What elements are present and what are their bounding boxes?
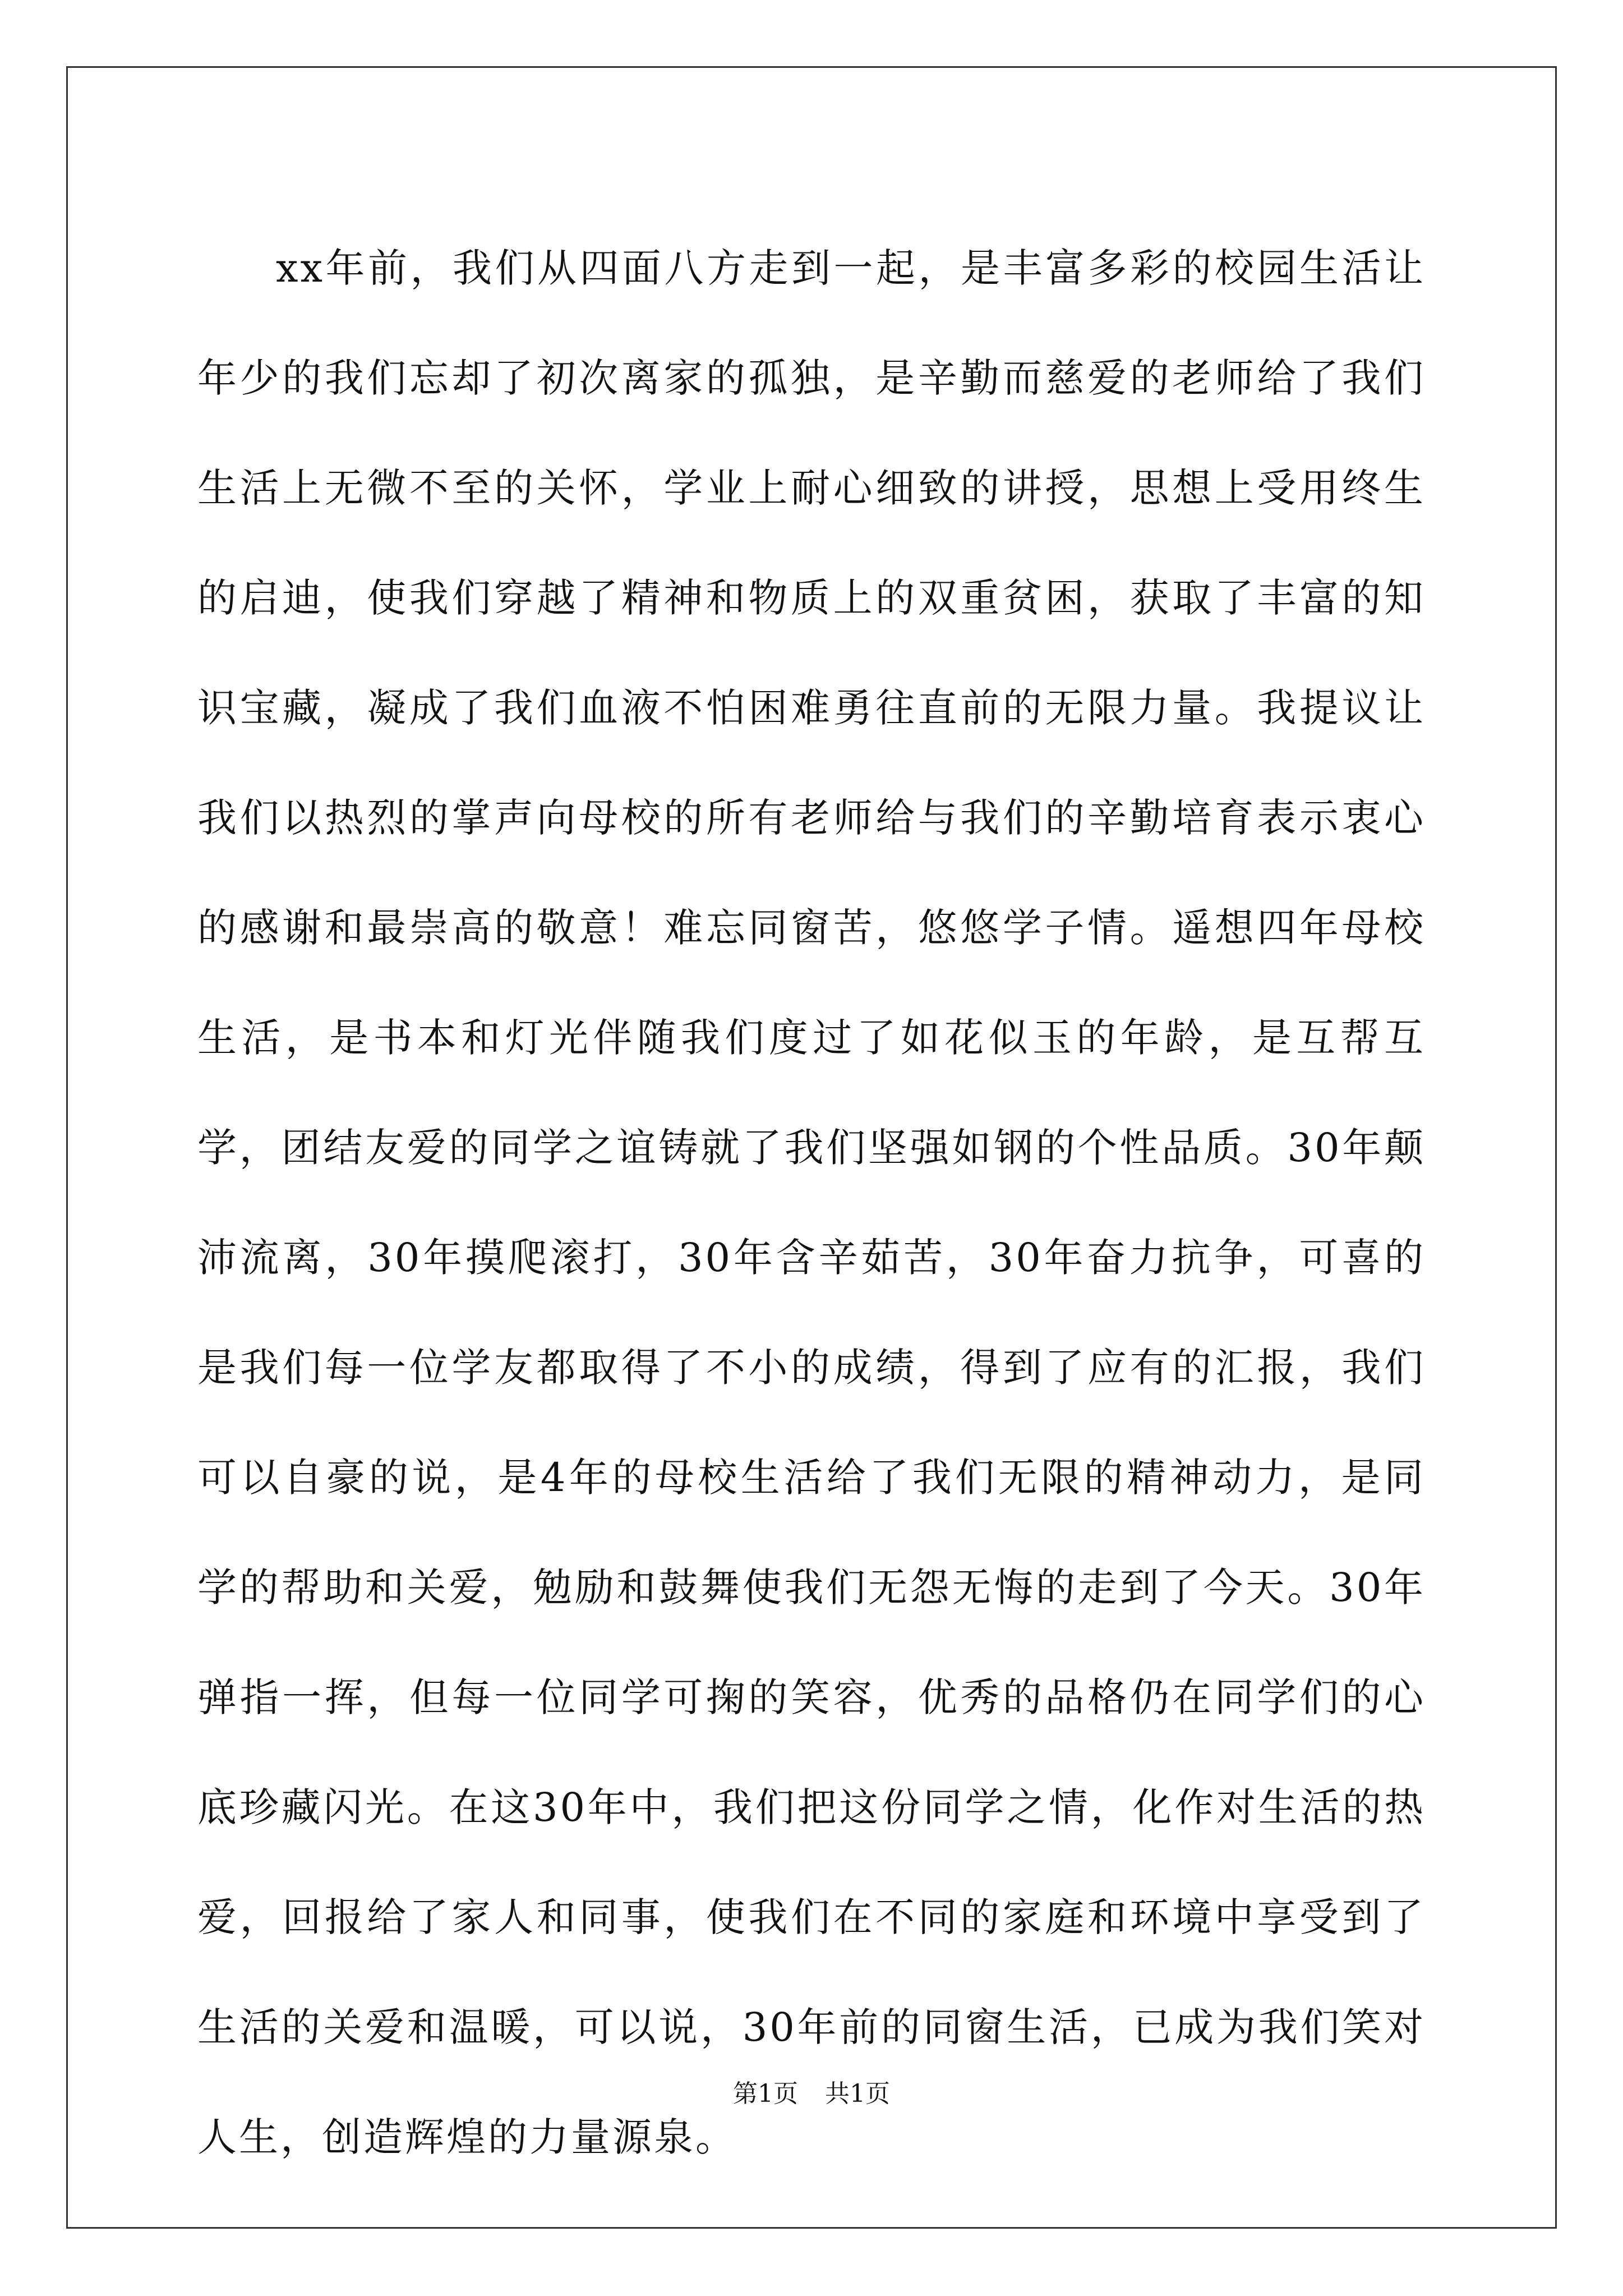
body-paragraph: xx年前，我们从四面八方走到一起，是丰富多彩的校园生活让年少的我们忘却了初次离家的孤独，是辛勤而慈爱的老师给了我们生活上无微不至的关怀，学业上耐心细致的讲授，思想上受用终生的启迪，使我们穿越了精神和物质上的双重贫困，获取了丰富的知识宝藏，凝成了我们血液不怕困难勇往直前的无限力量。我提议让我们以热烈的掌声向母校的所有老师给与我们的辛勤培育表示衷心的感谢和最崇高的敬意！难忘同窗苦，悠悠学子情。遥想四年母校生活，是书本和灯光伴随我们度过了如花似玉的年龄，是互帮互学，团结友爱的同学之谊铸就了我们坚强如钢的个性品质。30年颠沛流离，30年摸爬滚打，30年含辛茹苦，30年奋力抗争，可喜的是我们每一位学友都取得了不小的成绩，得到了应有的汇报，我们可以自豪的说，是4年的母校生活给了我们无限的精神动力，是同学的帮助和关爱，勉励和鼓舞使我们无怨无悔的走到了今天。30年弹指一挥，但每一位同学可掬的笑容，优秀的品格仍在同学们的心底珍藏闪光。在这30年中，我们把这份同学之情，化作对生活的热爱，回报给了家人和同事，使我们在不同的家庭和环境中享受到了生活的关爱和温暖，可以说，30年前的同窗生活，已成为我们笑对人生，创造辉煌的力量源泉。 [197, 245, 1426, 2160]
page-footer [0, 2077, 1623, 2111]
page-number-total: 共1页 [825, 2079, 890, 2108]
page-number-current: 第1页 [733, 2079, 798, 2108]
